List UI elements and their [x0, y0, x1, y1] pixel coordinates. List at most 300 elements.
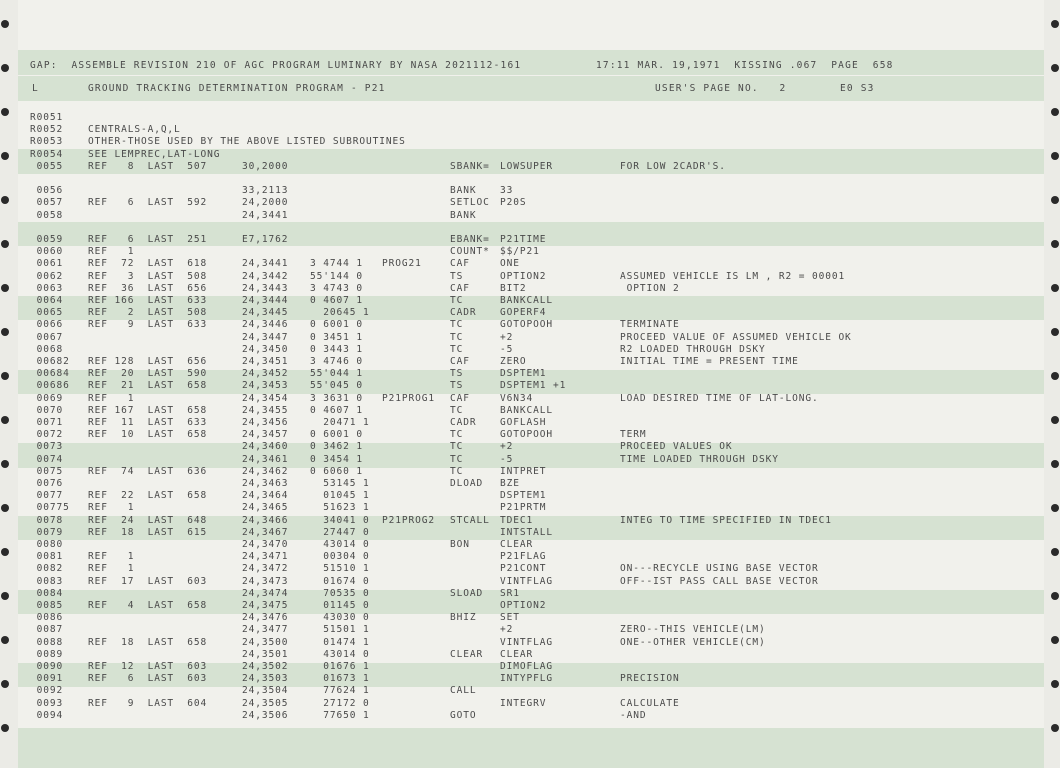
- feed-hole: [1051, 636, 1059, 644]
- listing-op: DLOAD: [450, 478, 484, 489]
- header-user-page: USER'S PAGE NO. 2: [655, 83, 787, 94]
- listing-comment: PROCEED VALUES OK: [620, 441, 733, 453]
- feed-hole: [1051, 548, 1059, 556]
- listing-word: 0 3443 1: [310, 343, 363, 355]
- listing-ref: REF 12 LAST 603: [88, 661, 208, 672]
- tractor-feed-left: [0, 0, 14, 768]
- greenbar-band: [18, 443, 1044, 468]
- listing-addr: 24,3463: [242, 478, 289, 489]
- feed-hole: [1051, 64, 1059, 72]
- listing-operand: P21CONT: [500, 563, 547, 575]
- listing-word: 0 3454 1: [310, 453, 363, 465]
- listing-line: R0051: [30, 112, 64, 123]
- listing-line: 0071: [30, 417, 64, 428]
- listing-operand: INTEGRV: [500, 697, 547, 709]
- listing-body: SEE LEMPREC,LAT-LONG: [88, 148, 221, 160]
- feed-hole: [1051, 196, 1059, 204]
- listing-comment: -AND: [620, 709, 647, 721]
- listing-word: 3 3631 0: [310, 392, 363, 404]
- listing-addr: 24,3475: [242, 600, 289, 611]
- listing-comment: OPTION 2: [620, 282, 680, 294]
- listing-ref: REF 1: [88, 246, 135, 258]
- listing-word: 20645 1: [310, 307, 370, 319]
- listing-operand: VINTFLAG: [500, 575, 553, 587]
- listing-operand: CLEAR: [500, 648, 534, 660]
- listing-comment: TIME LOADED THROUGH DSKY: [620, 453, 779, 465]
- listing-op: TC: [450, 331, 464, 343]
- listing-operand: P21FLAG: [500, 551, 547, 563]
- listing-addr: 24,3474: [242, 587, 289, 599]
- listing-operand: SR1: [500, 587, 520, 599]
- listing-comment: INTEG TO TIME SPECIFIED IN TDEC1: [620, 514, 832, 526]
- feed-hole: [1, 504, 9, 512]
- listing-addr: 33,2113: [242, 185, 289, 197]
- listing-op: TC: [450, 429, 464, 441]
- feed-hole: [1, 636, 9, 644]
- listing-ref: REF 128 LAST 656: [88, 356, 208, 367]
- listing-line: R0053: [30, 136, 64, 148]
- listing-operand: P21TIME: [500, 234, 547, 245]
- listing-line: 0065: [30, 307, 64, 319]
- listing-label: P21PROG1: [382, 392, 435, 404]
- listing-op: TS: [450, 270, 464, 282]
- listing-op: TC: [450, 404, 464, 416]
- listing-word: 53145 1: [310, 478, 370, 489]
- listing-op: TC: [450, 453, 464, 465]
- listing-line: 0087: [30, 624, 64, 636]
- feed-hole: [1051, 284, 1059, 292]
- listing-line: 0072: [30, 429, 64, 441]
- listing-operand: +2: [500, 441, 514, 453]
- listing-line: 0057: [30, 197, 64, 209]
- listing-line: 0066: [30, 319, 64, 331]
- listing-operand: CLEAR: [500, 539, 534, 550]
- listing-word: 0 6001 0: [310, 429, 363, 441]
- listing-addr: 24,3501: [242, 648, 289, 660]
- listing-word: 77624 1: [310, 685, 370, 697]
- listing-addr: 24,3477: [242, 624, 289, 636]
- listing-addr: 24,3464: [242, 490, 289, 502]
- listing-op: EBANK=: [450, 234, 490, 245]
- listing-line: 0081: [30, 551, 64, 563]
- listing-ref: REF 17 LAST 603: [88, 575, 208, 587]
- listing-addr: 30,2000: [242, 160, 289, 172]
- listing-ref: REF 18 LAST 615: [88, 526, 208, 538]
- listing-line: 0062: [30, 270, 64, 282]
- feed-hole: [1, 108, 9, 116]
- feed-hole: [1, 680, 9, 688]
- listing-operand: -5: [500, 453, 514, 465]
- header-listing-flag: L: [32, 83, 39, 94]
- listing-ref: REF 167 LAST 658: [88, 404, 208, 416]
- listing-addr: 24,3461: [242, 453, 289, 465]
- listing-operand: V6N34: [500, 392, 534, 404]
- listing-operand: DSPTEM1 +1: [500, 380, 567, 392]
- listing-op: SETLOC: [450, 197, 490, 209]
- listing-word: 51623 1: [310, 502, 370, 514]
- listing-line: 0059: [30, 234, 64, 245]
- listing-operand: BZE: [500, 478, 520, 489]
- listing-word: 77650 1: [310, 709, 370, 721]
- listing-addr: 24,3467: [242, 526, 289, 538]
- listing-line: 0063: [30, 282, 64, 294]
- listing-line: R0052: [30, 124, 64, 136]
- listing-line: 0083: [30, 575, 64, 587]
- listing-addr: 24,3452: [242, 368, 289, 380]
- listing-op: TC: [450, 295, 464, 306]
- feed-hole: [1, 372, 9, 380]
- listing-operand: LOWSUPER: [500, 160, 553, 172]
- listing-line: 0075: [30, 465, 64, 477]
- feed-hole: [1051, 680, 1059, 688]
- feed-hole: [1, 548, 9, 556]
- listing-line: 0074: [30, 453, 64, 465]
- feed-hole: [1051, 108, 1059, 116]
- listing-comment: PRECISION: [620, 673, 680, 685]
- listing-operand: $$/P21: [500, 246, 540, 258]
- listing-ref: REF 18 LAST 658: [88, 636, 208, 648]
- listing-line: 0056: [30, 185, 64, 197]
- listing-word: 0 4607 1: [310, 295, 363, 306]
- listing-operand: DSPTEM1: [500, 490, 547, 502]
- listing-operand: DSPTEM1: [500, 368, 547, 380]
- feed-hole: [1, 328, 9, 336]
- feed-hole: [1, 240, 9, 248]
- listing-addr: 24,3502: [242, 661, 289, 672]
- listing-word: 70535 0: [310, 587, 370, 599]
- listing-word: 00304 0: [310, 551, 370, 563]
- listing-ref: REF 1: [88, 563, 135, 575]
- listing-addr: 24,3462: [242, 465, 289, 477]
- feed-hole: [1051, 240, 1059, 248]
- listing-addr: 24,3466: [242, 514, 289, 526]
- listing-word: 55'045 0: [310, 380, 363, 392]
- header-title-line: GAP: ASSEMBLE REVISION 210 OF AGC PROGRAM LUMINARY BY NASA 2021112-161: [30, 60, 522, 71]
- feed-hole: [1051, 416, 1059, 424]
- listing-word: 01145 0: [310, 600, 370, 611]
- listing-comment: ZERO--THIS VEHICLE(LM): [620, 624, 766, 636]
- feed-hole: [1051, 328, 1059, 336]
- header-code: E0 S3: [840, 83, 875, 94]
- listing-ref: REF 1: [88, 502, 135, 514]
- listing-op: BANK: [450, 209, 477, 221]
- listing-ref: REF 9 LAST 633: [88, 319, 208, 331]
- listing-operand: ZERO: [500, 356, 527, 367]
- listing-line: 0085: [30, 600, 64, 611]
- listing-op: BON: [450, 539, 470, 550]
- listing-word: 01045 1: [310, 490, 370, 502]
- listing-addr: 24,3451: [242, 356, 289, 367]
- feed-hole: [1, 416, 9, 424]
- header-timestamp: 17:11 MAR. 19,1971 KISSING .067 PAGE 658: [596, 60, 894, 71]
- feed-hole: [1051, 20, 1059, 28]
- listing-line: 00686: [30, 380, 70, 392]
- listing-ref: REF 2 LAST 508: [88, 307, 208, 319]
- listing-line: 0073: [30, 441, 64, 453]
- listing-op: CALL: [450, 685, 477, 697]
- listing-addr: 24,3460: [242, 441, 289, 453]
- listing-operand: BANKCALL: [500, 404, 553, 416]
- listing-operand: BANKCALL: [500, 295, 553, 306]
- listing-op: CADR: [450, 307, 477, 319]
- listing-comment: ASSUMED VEHICLE IS LM , R2 = 00001: [620, 270, 846, 282]
- listing-ref: REF 8 LAST 507: [88, 160, 208, 172]
- listing-op: SLOAD: [450, 587, 484, 599]
- listing-ref: REF 1: [88, 551, 135, 563]
- listing-line: 0089: [30, 648, 64, 660]
- listing-comment: LOAD DESIRED TIME OF LAT-LONG.: [620, 392, 819, 404]
- listing-operand: +2: [500, 331, 514, 343]
- listing-word: 34041 0: [310, 514, 370, 526]
- listing-addr: 24,3445: [242, 307, 289, 319]
- listing-operand: -5: [500, 343, 514, 355]
- listing-operand: GOTOPOOH: [500, 319, 553, 331]
- listing-ref: REF 6 LAST 251: [88, 234, 208, 245]
- feed-hole: [1051, 152, 1059, 160]
- listing-op: SBANK=: [450, 160, 490, 172]
- listing-addr: 24,3476: [242, 612, 289, 624]
- listing-op: STCALL: [450, 514, 490, 526]
- listing-addr: 24,3442: [242, 270, 289, 282]
- listing-comment: ONE--OTHER VEHICLE(CM): [620, 636, 766, 648]
- listing-operand: P20S: [500, 197, 527, 209]
- listing-ref: REF 6 LAST 592: [88, 197, 208, 209]
- listing-operand: GOPERF4: [500, 307, 547, 319]
- listing-operand: TDEC1: [500, 514, 534, 526]
- listing-line: 0070: [30, 404, 64, 416]
- listing-line: 0080: [30, 539, 64, 550]
- listing-ref: REF 3 LAST 508: [88, 270, 208, 282]
- listing-ref: REF 24 LAST 648: [88, 514, 208, 526]
- listing-addr: 24,3447: [242, 331, 289, 343]
- listing-word: 0 3462 1: [310, 441, 363, 453]
- listing-addr: 24,3450: [242, 343, 289, 355]
- listing-addr: 24,3456: [242, 417, 289, 428]
- listing-ref: REF 1: [88, 392, 135, 404]
- listing-comment: ON---RECYCLE USING BASE VECTOR: [620, 563, 819, 575]
- greenbar-band: [18, 728, 1044, 768]
- listing-ref: REF 11 LAST 633: [88, 417, 208, 428]
- listing-word: 27172 0: [310, 697, 370, 709]
- listing-word: 51501 1: [310, 624, 370, 636]
- listing-label: PROG21: [382, 258, 422, 270]
- listing-addr: 24,3455: [242, 404, 289, 416]
- listing-addr: 24,3446: [242, 319, 289, 331]
- listing-line: 0093: [30, 697, 64, 709]
- listing-addr: 24,2000: [242, 197, 289, 209]
- listing-line: 0082: [30, 563, 64, 575]
- feed-hole: [1, 592, 9, 600]
- listing-addr: 24,3470: [242, 539, 289, 550]
- tractor-feed-right: [1046, 0, 1060, 768]
- listing-line: 00775: [30, 502, 70, 514]
- listing-operand: OPTION2: [500, 600, 547, 611]
- feed-hole: [1, 460, 9, 468]
- listing-op: TC: [450, 343, 464, 355]
- listing-word: 0 6060 1: [310, 465, 363, 477]
- listing-addr: 24,3457: [242, 429, 289, 441]
- listing-ref: REF 72 LAST 618: [88, 258, 208, 270]
- listing-operand: VINTFLAG: [500, 636, 553, 648]
- listing-word: 43014 0: [310, 539, 370, 550]
- listing-addr: 24,3472: [242, 563, 289, 575]
- listing-line: 0060: [30, 246, 64, 258]
- listing-op: TS: [450, 380, 464, 392]
- listing-addr: 24,3453: [242, 380, 289, 392]
- listing-word: 0 4607 1: [310, 404, 363, 416]
- listing-line: 00684: [30, 368, 70, 380]
- listing-addr: 24,3443: [242, 282, 289, 294]
- listing-addr: 24,3503: [242, 673, 289, 685]
- listing-line: 0088: [30, 636, 64, 648]
- listing-op: TC: [450, 465, 464, 477]
- listing-line: 0058: [30, 209, 64, 221]
- listing-op: GOTO: [450, 709, 477, 721]
- listing-word: 3 4743 0: [310, 282, 363, 294]
- listing-op: BHIZ: [450, 612, 477, 624]
- listing-word: 01676 1: [310, 661, 370, 672]
- listing-word: 3 4744 1: [310, 258, 363, 270]
- listing-addr: 24,3444: [242, 295, 289, 306]
- listing-word: 20471 1: [310, 417, 370, 428]
- listing-ref: REF 9 LAST 604: [88, 697, 208, 709]
- listing-addr: 24,3441: [242, 209, 289, 221]
- listing-op: CAF: [450, 392, 470, 404]
- listing-ref: REF 36 LAST 656: [88, 282, 208, 294]
- listing-addr: 24,3504: [242, 685, 289, 697]
- listing-operand: INTYPFLG: [500, 673, 553, 685]
- listing-op: TC: [450, 319, 464, 331]
- listing-op: CAF: [450, 282, 470, 294]
- listing-line: 0069: [30, 392, 64, 404]
- listing-word: 43030 0: [310, 612, 370, 624]
- listing-addr: 24,3500: [242, 636, 289, 648]
- listing-line: 0084: [30, 587, 64, 599]
- listing-ref: REF 74 LAST 636: [88, 465, 208, 477]
- listing-op: CAF: [450, 258, 470, 270]
- feed-hole: [1051, 724, 1059, 732]
- feed-hole: [1, 724, 9, 732]
- listing-comment: TERM: [620, 429, 647, 441]
- feed-hole: [1051, 592, 1059, 600]
- listing-addr: 24,3454: [242, 392, 289, 404]
- listing-line: 0068: [30, 343, 64, 355]
- listing-ref: REF 10 LAST 658: [88, 429, 208, 441]
- feed-hole: [1, 196, 9, 204]
- listing-line: 0091: [30, 673, 64, 685]
- listing-comment: OFF--IST PASS CALL BASE VECTOR: [620, 575, 819, 587]
- listing-line: 0061: [30, 258, 64, 270]
- listing-line: 0076: [30, 478, 64, 489]
- listing-operand: INTPRET: [500, 465, 547, 477]
- listing-line: R0054: [30, 148, 64, 160]
- feed-hole: [1051, 372, 1059, 380]
- listing-word: 01674 0: [310, 575, 370, 587]
- listing-addr: 24,3473: [242, 575, 289, 587]
- listing-operand: BIT2: [500, 282, 527, 294]
- listing-operand: INTSTALL: [500, 526, 553, 538]
- listing-operand: GOFLASH: [500, 417, 547, 428]
- listing-op: BANK: [450, 185, 477, 197]
- listing-line: 0077: [30, 490, 64, 502]
- listing-word: 43014 0: [310, 648, 370, 660]
- listing-comment: PROCEED VALUE OF ASSUMED VEHICLE OK: [620, 331, 852, 343]
- listing-op: TC: [450, 441, 464, 453]
- listing-line: 0078: [30, 514, 64, 526]
- listing-operand: +2: [500, 624, 514, 636]
- feed-hole: [1, 64, 9, 72]
- listing-line: 0090: [30, 661, 64, 672]
- listing-addr: 24,3471: [242, 551, 289, 563]
- listing-line: 0067: [30, 331, 64, 343]
- listing-addr: E7,1762: [242, 234, 289, 245]
- listing-word: 0 3451 1: [310, 331, 363, 343]
- header-program-title: GROUND TRACKING DETERMINATION PROGRAM - P21: [88, 83, 386, 94]
- listing-comment: CALCULATE: [620, 697, 680, 709]
- listing-operand: GOTOPOOH: [500, 429, 553, 441]
- feed-hole: [1, 20, 9, 28]
- listing-ref: REF 166 LAST 633: [88, 295, 208, 306]
- listing-comment: R2 LOADED THROUGH DSKY: [620, 343, 766, 355]
- listing-operand: OPTION2: [500, 270, 547, 282]
- listing-addr: 24,3465: [242, 502, 289, 514]
- listing-operand: DIMOFLAG: [500, 661, 553, 672]
- listing-operand: P21PRTM: [500, 502, 547, 514]
- listing-op: CLEAR: [450, 648, 484, 660]
- listing-addr: 24,3506: [242, 709, 289, 721]
- listing-word: 55'044 1: [310, 368, 363, 380]
- listing-line: 0094: [30, 709, 64, 721]
- listing-word: 0 6001 0: [310, 319, 363, 331]
- listing-label: P21PROG2: [382, 514, 435, 526]
- listing-comment: FOR LOW 2CADR'S.: [620, 160, 726, 172]
- listing-word: 27447 0: [310, 526, 370, 538]
- listing-comment: TERMINATE: [620, 319, 680, 331]
- listing-op: CADR: [450, 417, 477, 428]
- listing-word: 51510 1: [310, 563, 370, 575]
- feed-hole: [1, 284, 9, 292]
- listing-op: COUNT*: [450, 246, 490, 258]
- listing-addr: 24,3505: [242, 697, 289, 709]
- listing-ref: REF 20 LAST 590: [88, 368, 208, 380]
- feed-hole: [1051, 460, 1059, 468]
- listing-line: 0079: [30, 526, 64, 538]
- listing-word: 3 4746 0: [310, 356, 363, 367]
- listing-body: CENTRALS-A,Q,L: [88, 124, 181, 136]
- listing-word: 55'144 0: [310, 270, 363, 282]
- listing-operand: 33: [500, 185, 514, 197]
- listing-line: 00682: [30, 356, 70, 367]
- listing-word: 01673 1: [310, 673, 370, 685]
- listing-op: TS: [450, 368, 464, 380]
- listing-op: CAF: [450, 356, 470, 367]
- listing-line: 0064: [30, 295, 64, 306]
- listing-operand: ONE: [500, 258, 520, 270]
- listing-word: 01474 1: [310, 636, 370, 648]
- feed-hole: [1, 152, 9, 160]
- feed-hole: [1051, 504, 1059, 512]
- listing-ref: REF 6 LAST 603: [88, 673, 208, 685]
- listing-ref: REF 4 LAST 658: [88, 600, 208, 611]
- listing-operand: SET: [500, 612, 520, 624]
- listing-addr: 24,3441: [242, 258, 289, 270]
- listing-ref: REF 21 LAST 658: [88, 380, 208, 392]
- listing-comment: INITIAL TIME = PRESENT TIME: [620, 356, 799, 367]
- listing-body: OTHER-THOSE USED BY THE ABOVE LISTED SUBROUTINES: [88, 136, 406, 148]
- listing-line: 0086: [30, 612, 64, 624]
- listing-line: 0055: [30, 160, 64, 172]
- listing-ref: REF 22 LAST 658: [88, 490, 208, 502]
